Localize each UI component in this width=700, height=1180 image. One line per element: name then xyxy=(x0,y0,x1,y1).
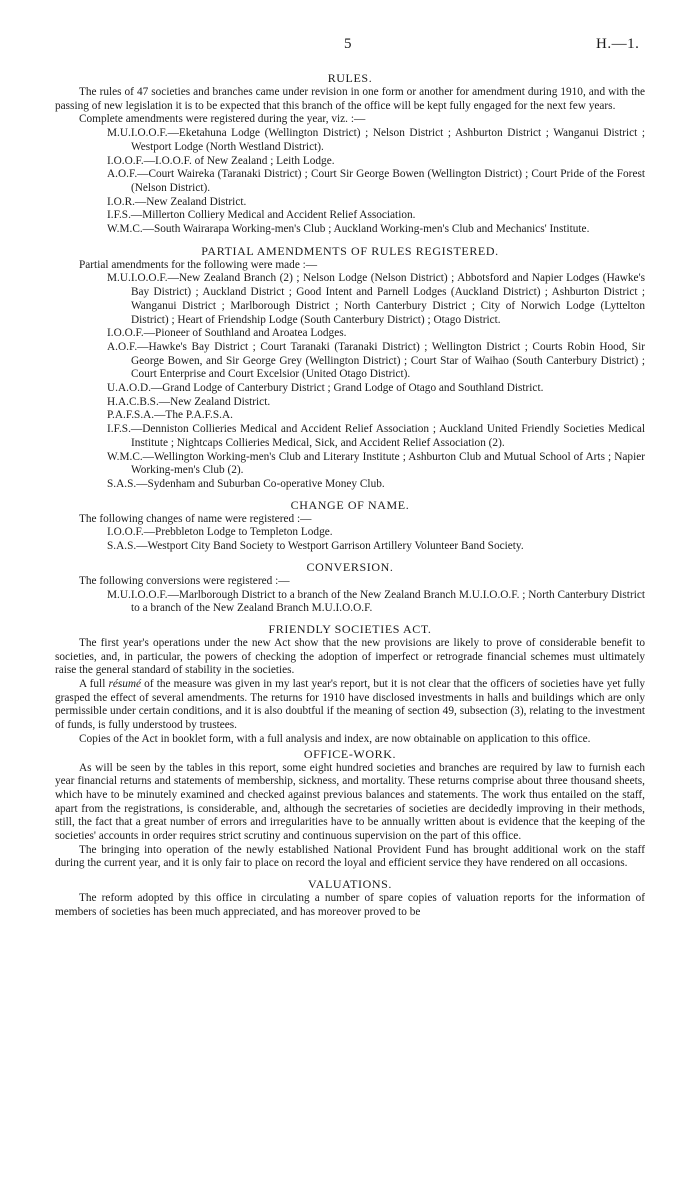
partial-amendments-intro: Partial amendments for the following were made :— xyxy=(79,258,318,271)
office-paragraph-1: As will be seen by the tables in this report, some eight hundred societies and branches are required by law to furnish each year financial returns and statements of membership, sickness, and mortality. These returns comprise about three thousand sheets, which have to be minutely examined and checked against previous balances and statements. The work thus entailed on the staff, apart from the registrations, is considerable, and, although the secretaries of societies are decidedly improving in their methods, still, the fact that a great number of errors and irregularities have to be annually written about is evidence that the keeping of the societies' accounts in order requires strict scrutiny and continuous supervision on the part of this office. xyxy=(55,761,645,843)
list-item: I.O.R.—New Zealand District. xyxy=(107,195,247,208)
list-item: I.O.O.F.—I.O.O.F. of New Zealand ; Leith Lodge. xyxy=(107,154,335,167)
document-body xyxy=(55,71,645,920)
valuations-paragraph-1: The reform adopted by this office in circulating a number of spare copies of valuation reports for the information of members of societies has been much appreciated, and has moreover proved to be xyxy=(55,892,645,918)
conversion-intro: The following conversions were registered :— xyxy=(79,574,290,587)
document-code: H.—1. xyxy=(596,36,640,52)
list-item: A.O.F.—Court Waireka (Taranaki District) ; Court Sir George Bowen (Wellington District) ; Court Pride of the Forest (Nelson District). xyxy=(107,168,645,194)
list-item: M.U.I.O.O.F.—Marlborough District to a branch of the New Zealand Branch M.U.I.O.O.F. ; North Canterbury District to a branch of the New Zealand Branch M.U.I.O.O.F. xyxy=(107,588,645,615)
list-item: I.F.S.—Millerton Colliery Medical and Accident Relief Association. xyxy=(107,209,416,222)
act-paragraph-3: Copies of the Act in booklet form, with a full analysis and index, are now obtainable on application to this office. xyxy=(79,732,591,745)
act-paragraph-2-rest: of the measure was given in my last year's report, but it is not clear that the officers of societies have yet fully grasped the effect of several amendments. The returns for 1910 have disclosed investments in halls and buildings which are only permissible under certain conditions, and it is also doubtful if the meaning of section 49, subsection (3), relating to the investment of funds, is fully understood by trustees. xyxy=(55,678,646,732)
list-item: S.A.S.—Sydenham and Suburban Co-operative Money Club. xyxy=(107,477,385,490)
list-item: W.M.C.—South Wairarapa Working-men's Club ; Auckland Working-men's Club and Mechanics' Institute. xyxy=(107,223,590,236)
page-number: 5 xyxy=(344,36,352,52)
rules-paragraph: The rules of 47 societies and branches came under revision in one form or another for amendment during 1910, and with the passing of new legislation it is to be expected that this branch of the office will be kept fully engaged for the next few years. xyxy=(55,86,645,112)
list-item: S.A.S.—Westport City Band Society to Westport Garrison Artillery Volunteer Band Society. xyxy=(107,540,524,553)
friendly-societies-act-heading: FRIENDLY SOCIETIES ACT. xyxy=(268,621,432,636)
list-item: H.A.C.B.S.—New Zealand District. xyxy=(107,395,271,408)
act-paragraph-1: The first year's operations under the new Act show that the new provisions are likely to prove of considerable benefit to societies, and, in particular, the powers of checking the adoption of imperfect or retrograde financial schemes must ultimately raise the general standard of stability in the societies. xyxy=(55,636,645,677)
list-item: M.U.I.O.O.F.—New Zealand Branch (2) ; Nelson Lodge (Nelson District) ; Abbotsford and Napier Lodges (Hawke's Bay District) ; Auckland District ; Good Intent and Parnell Lodges (Auckland District) ; Ashburton District ; Wanganui District ; Marlborough District ; North Canterbury District ; City of Norwich Lodge (Lyttelton District) ; Heart of Friendship Lodge (South Canterbury District) ; Otago District. xyxy=(107,272,645,326)
list-item: W.M.C.—Wellington Working-men's Club and Literary Institute ; Ashburton Club and Mutual School of Arts ; Napier Working-men's Club (2). xyxy=(107,450,645,477)
list-item: I.F.S.—Denniston Collieries Medical and Accident Relief Association ; Auckland United Friendly Societies Medical Institute ; Nightcaps Collieries Medical, Sick, and Accident Relief Association (2). xyxy=(107,423,645,449)
list-item: U.A.O.D.—Grand Lodge of Canterbury District ; Grand Lodge of Otago and Southland District. xyxy=(107,382,544,395)
list-item: M.U.I.O.O.F.—Eketahuna Lodge (Wellington District) ; Nelson District ; Ashburton District ; Wanganui District ; Westport Lodge (North Westland District). xyxy=(107,127,645,153)
rules-intro: Complete amendments were registered during the year, viz. :— xyxy=(79,113,366,126)
change-of-name-intro: The following changes of name were registered :— xyxy=(79,512,312,525)
change-of-name-heading: CHANGE OF NAME. xyxy=(290,497,410,512)
list-item: I.O.O.F.—Prebbleton Lodge to Templeton Lodge. xyxy=(107,526,333,539)
act-paragraph-2-start: A full xyxy=(79,678,109,691)
office-paragraph-2: The bringing into operation of the newly established National Provident Fund has brought additional work on the staff during the current year, and it is only fair to place on record the loyal and efficient service they have rendered on all occasions. xyxy=(55,843,645,870)
conversion-heading: CONVERSION. xyxy=(306,559,394,574)
valuations-heading: VALUATIONS. xyxy=(307,877,393,892)
resume-word: résumé xyxy=(108,678,142,691)
rules-heading: RULES. xyxy=(327,71,373,85)
list-item: I.O.O.F.—Pioneer of Southland and Aroatea Lodges. xyxy=(107,327,347,340)
act-paragraph-2 xyxy=(55,678,645,733)
office-work-heading: OFFICE-WORK. xyxy=(303,746,397,761)
list-item: P.A.F.S.A.—The P.A.F.S.A. xyxy=(107,409,233,422)
list-item: A.O.F.—Hawke's Bay District ; Court Taranaki (Taranaki District) ; Wellington District ; Courts Robin Hood, Sir George Bowen, and Sir George Grey (Wellington District) ; Court Star of Waihao (South Canterbury District) ; Court Enterprise and Court Excelsior (United Otago District). xyxy=(107,340,645,381)
partial-amendments-heading: PARTIAL AMENDMENTS OF RULES REGISTERED. xyxy=(201,243,499,258)
